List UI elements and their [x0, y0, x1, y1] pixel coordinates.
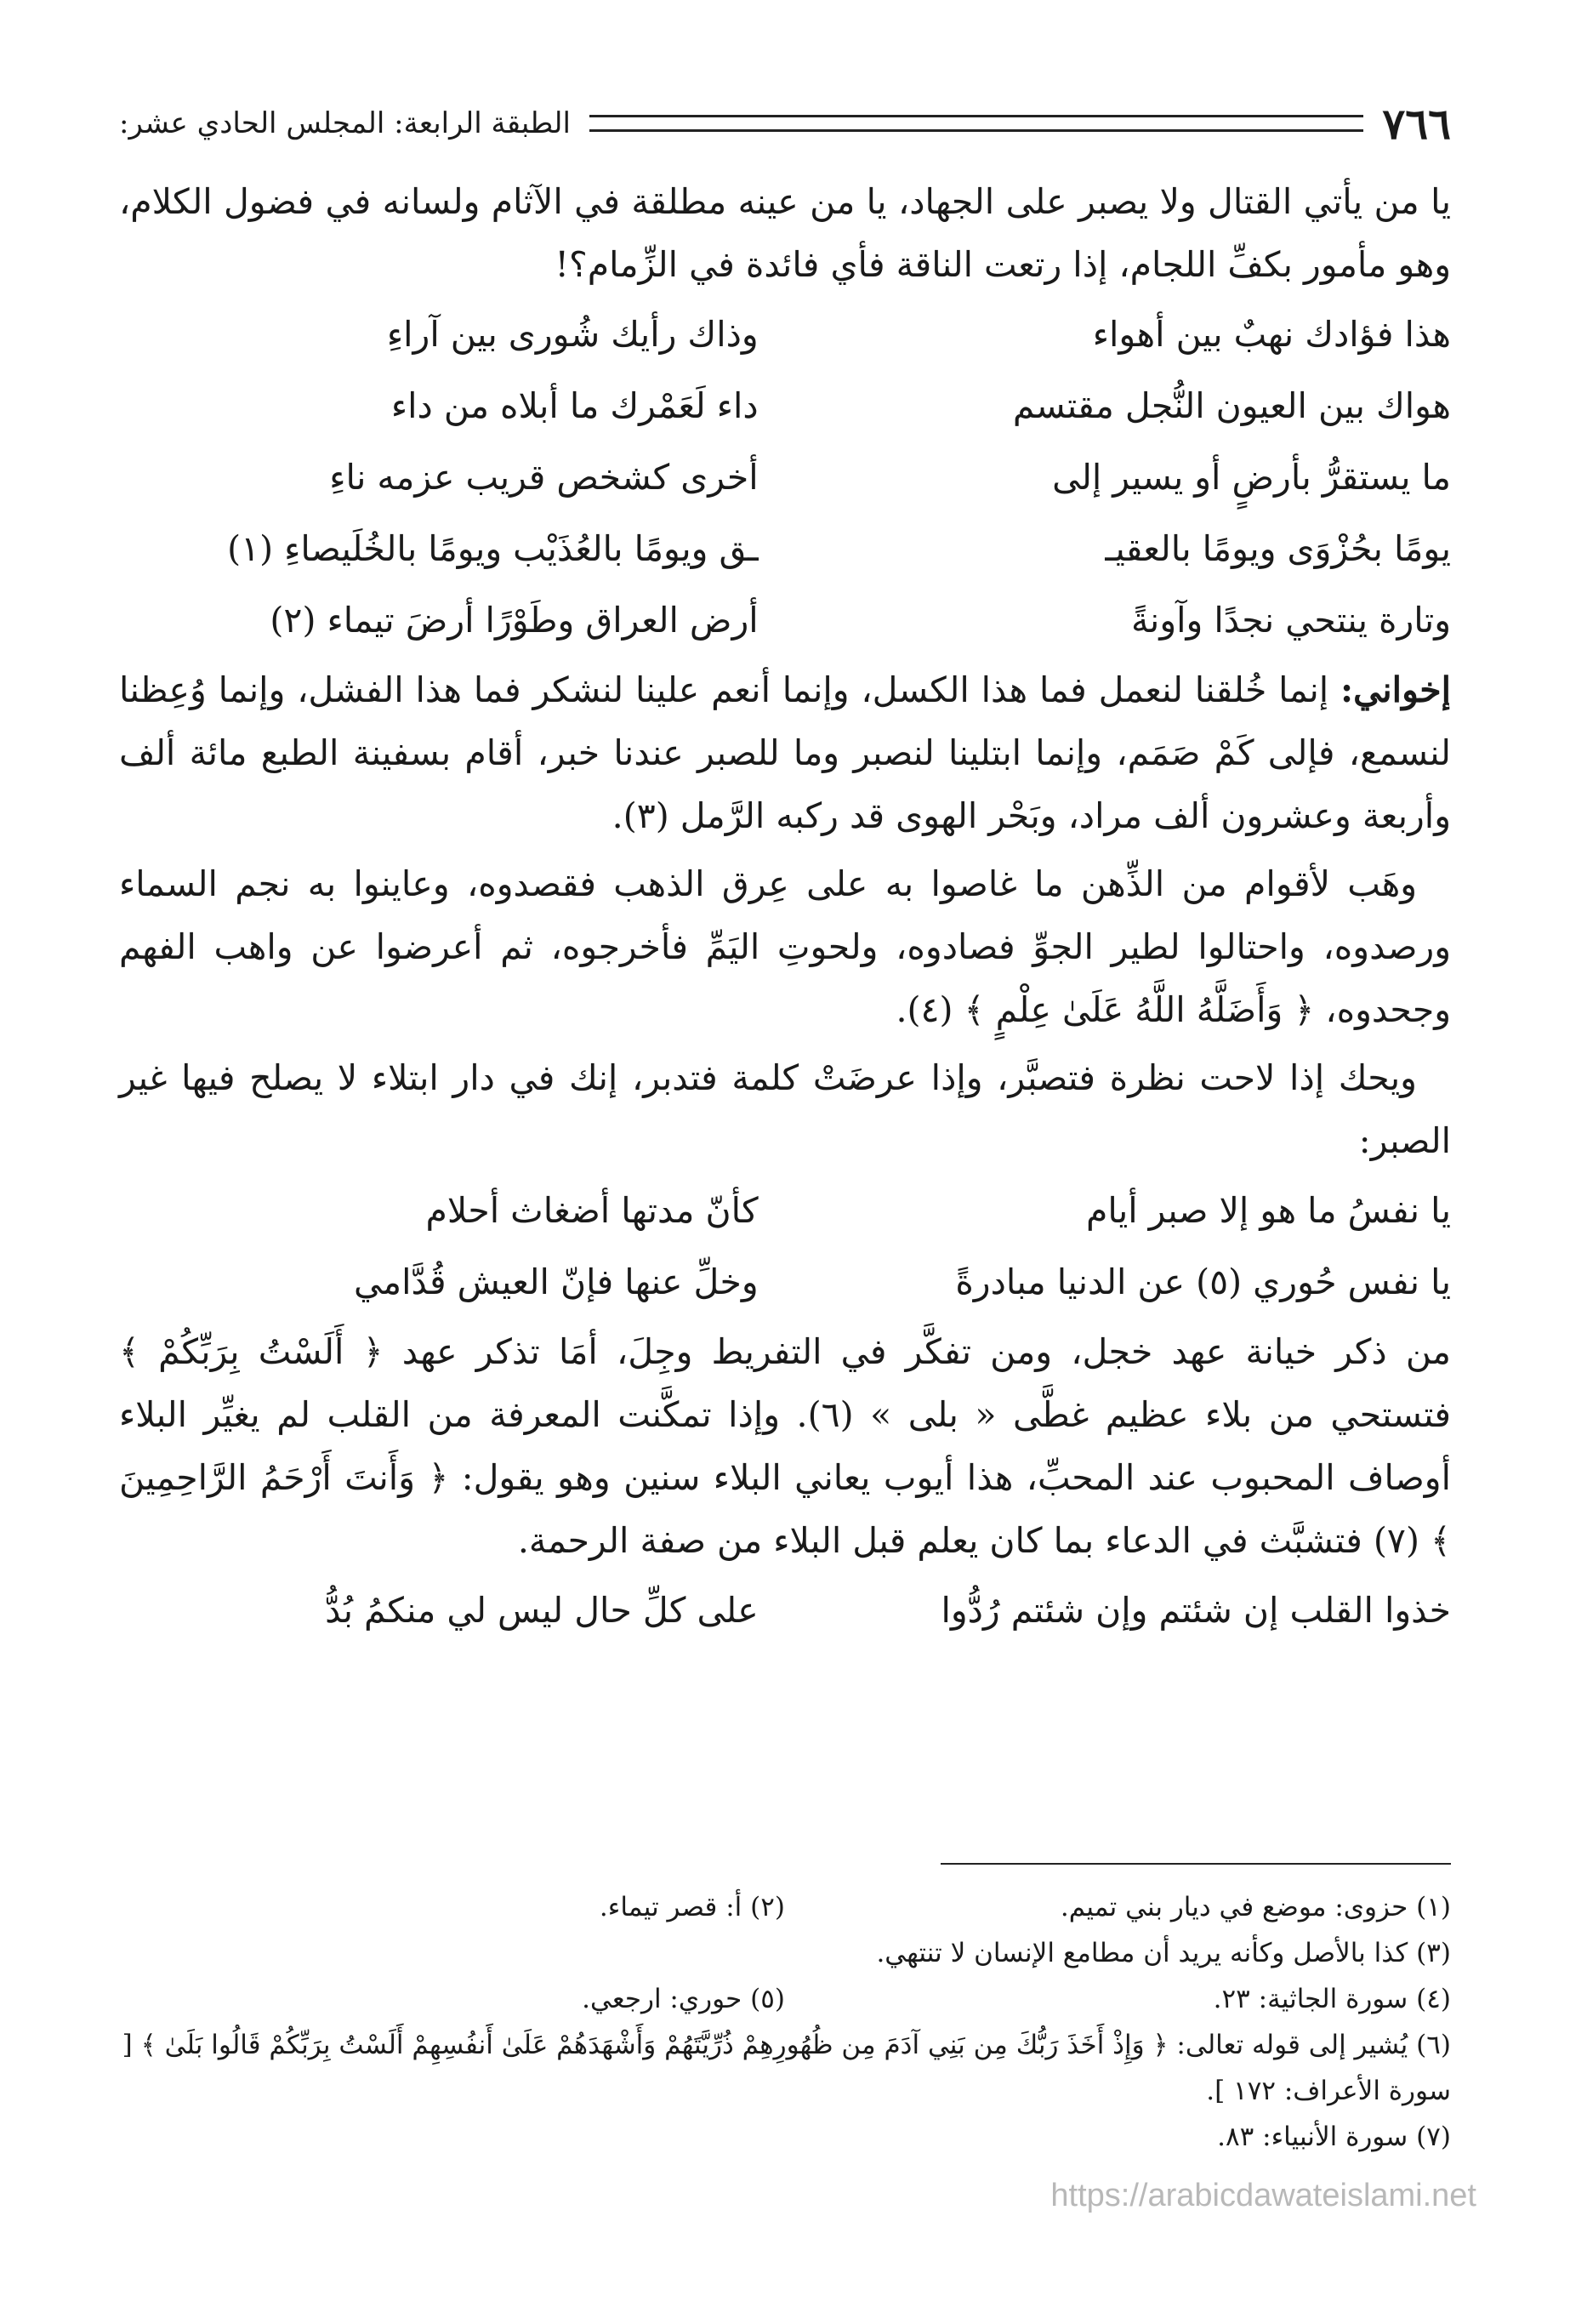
- footnote-row: [119, 1884, 1451, 1930]
- verse-first-half: يومًا بحُزْوَى ويومًا بالعقيـ: [1105, 528, 1451, 569]
- verse: [119, 1177, 1451, 1244]
- footnote-6: (٦) يُشير إلى قوله تعالى: ﴿ وَإِذْ أَخَذَ رَبُّكَ مِن بَنِي آدَمَ مِن ظُهُورِهِمْ ذُرِّيَّتَهُمْ وَأَشْهَدَهُمْ عَلَىٰ أَنفُسِهِمْ أَلَسْتُ بِرَبِّكُمْ قَالُوا بَلَىٰ ﴾ [ سورة الأعراف: ١٧٢ ].: [122, 2030, 1451, 2106]
- verse: [119, 1249, 1451, 1315]
- main-text: [119, 170, 1451, 1649]
- verse: [119, 373, 1451, 439]
- footnote-2: (٢) أ: قصر تيماء.: [599, 1892, 785, 1922]
- paragraph-3: وهَب لأقوام من الذِّهن ما غاصوا به على عِرق الذهب فقصدوه، وعاينوا به نجم السماء ورصدوه، واحتالوا لطير الجوِّ فصادوه، ولحوتِ اليَمِّ فأخرجوه، ثم أعرضوا عن واهب الفهم وجحدوه، ﴿ وَأَضَلَّهُ اللَّهُ عَلَىٰ عِلْمٍ ﴾ (٤).: [119, 863, 1451, 1030]
- page-header: [119, 94, 1451, 153]
- verse-first-half: ما يستقرُّ بأرضٍ أو يسير إلى: [1052, 457, 1451, 498]
- footnote-separator: [941, 1863, 1451, 1865]
- verse-second-half: أرض العراق وطَوْرًا أرضَ تيماء (٢): [270, 600, 759, 641]
- verse: [119, 587, 1451, 653]
- verse-first-half: يا نفس حُوري (٥) عن الدنيا مبادرةً: [955, 1262, 1451, 1302]
- footnote-3: (٣) كذا بالأصل وكأنه يريد أن مطامع الإنسان لا تنتهي.: [876, 1938, 1451, 1968]
- footnote-5: (٥) حوري: ارجعي.: [582, 1984, 785, 2014]
- paragraph-4: ويحك إذا لاحت نظرة فتصبَّر، وإذا عرضَتْ كلمة فتدبر، إنك في دار ابتلاء لا يصلح فيها غير الصبر:: [119, 1057, 1451, 1161]
- verse-second-half: وذاك رأيك شُورى بين آراءِ: [386, 314, 759, 355]
- footnotes: [119, 1884, 1451, 2160]
- paragraph-5: من ذكر خيانة عهد خجل، ومن تفكَّر في التفريط وجِلَ، أمَا تذكر عهد ﴿ أَلَسْتُ بِرَبِّكُمْ ﴾ فتستحي من بلاء عظيم غطَّى « بلى » (٦). وإذا تمكَّنت المعرفة من القلب لم يغيِّر البلاء أوصاف المحبوب عند المحبِّ، هذا أيوب يعاني البلاء سنين وهو يقول: ﴿ وَأَنتَ أَرْحَمُ الرَّاحِمِينَ ﴾ (٧) فتشبَّث في الدعاء بما كان يعلم قبل البلاء من صفة الرحمة.: [119, 1331, 1451, 1561]
- footnote-7: (٧) سورة الأنبياء: ٨٣.: [1217, 2122, 1451, 2152]
- paragraph-2-text: إنما خُلقنا لنعمل فما هذا الكسل، وإنما أنعم علينا لنشكر فما هذا الفشل، وإنما وُعِظنا لنسمع، فإلى كَمْ صَمَم، وإنما ابتلينا لنصبر وما للصبر عندنا خبر، أقام بسفينة الطبع مائة ألف وأربعة وعشرون ألف مراد، وبَحْر الهوى قد ركبه الرَّمل (٣).: [119, 669, 1451, 836]
- verse-second-half: كأنّ مدتها أضغاث أحلام: [425, 1190, 759, 1231]
- footnote-row: [119, 1976, 1451, 2022]
- watermark: https://arabicdawateislami.net: [1050, 2178, 1476, 2213]
- page-number: ٧٦٦: [1382, 98, 1451, 149]
- poem-3: [119, 1577, 1451, 1643]
- verse-second-half: أخرى كشخص قريب عزمه ناءِ: [329, 457, 759, 498]
- paragraph-2: [119, 658, 1451, 847]
- header-rule: [589, 115, 1364, 132]
- verse-first-half: يا نفسُ ما هو إلا صبر أيام: [1085, 1190, 1451, 1231]
- verse-first-half: وتارة ينتحي نجدًا وآونةً: [1130, 600, 1451, 641]
- header-title: الطبقة الرابعة: المجلس الحادي عشر:: [119, 106, 571, 140]
- footnote-4: (٤) سورة الجاثية: ٢٣.: [1213, 1984, 1451, 2014]
- poem-1: [119, 301, 1451, 653]
- verse-second-half: داء لَعَمْرك ما أبلاه من داء: [390, 385, 759, 426]
- verse-first-half: هواك بين العيون النُّجل مقتسم: [1012, 385, 1451, 426]
- paragraph-lead: إخواني:: [1340, 669, 1451, 710]
- verse: [119, 1577, 1451, 1643]
- verse: [119, 444, 1451, 510]
- poem-2: [119, 1177, 1451, 1315]
- verse-first-half: خذوا القلب إن شئتم وإن شئتم رُدُّوا: [941, 1590, 1451, 1631]
- footnote-1: (١) حزوى: موضع في ديار بني تميم.: [1060, 1892, 1451, 1922]
- paragraph-1: يا من يأتي القتال ولا يصبر على الجهاد، يا من عينه مطلقة في الآثام ولسانه في فضول الكلام، وهو مأمور بكفِّ اللجام، إذا رتعت الناقة فأي فائدة في الزِّمام؟!: [119, 181, 1451, 285]
- verse-second-half: وخلِّ عنها فإنّ العيش قُدَّامي: [353, 1262, 759, 1302]
- verse: [119, 301, 1451, 367]
- verse-first-half: هذا فؤادك نهبٌ بين أهواء: [1092, 314, 1451, 355]
- verse: [119, 515, 1451, 582]
- verse-second-half: ـق ويومًا بالعُذَيْب ويومًا بالخُلَيصاءِ (١): [227, 528, 759, 569]
- verse-second-half: على كلِّ حال ليس لي منكمُ بُدُّ: [325, 1590, 759, 1631]
